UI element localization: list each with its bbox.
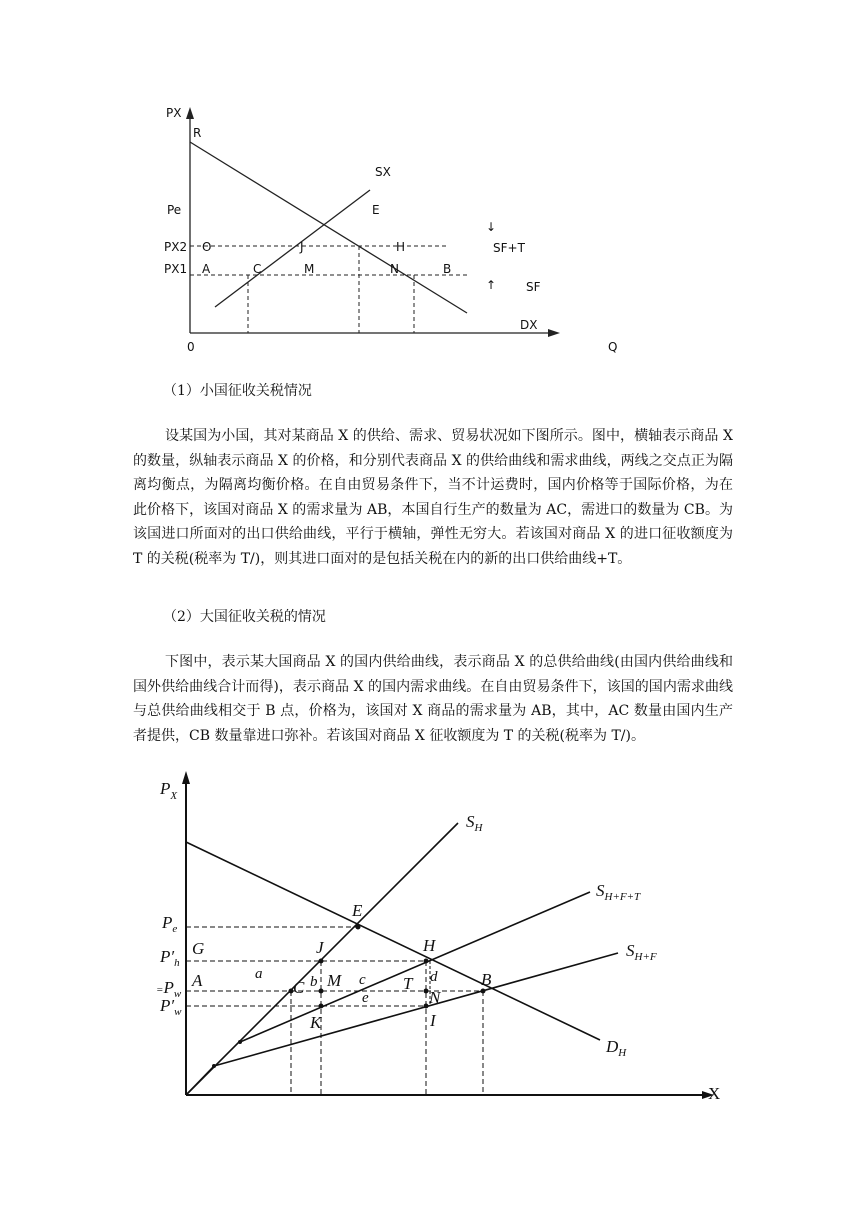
paragraph-large-country: 下图中，表示某大国商品 X 的国内供给曲线，表示商品 X 的总供给曲线(由国内供给曲线和国外供给曲线合计而得)，表示商品 X 的国内需求曲线。在自由贸易条件下，该国的国内需求曲线与总供给曲线相交于 B 点，价格为，该国对 X 商品的需求量为 AB，其中，AC 数量由国内生产者提供，CB 数量靠进口弥补。若该国对商品 X 征收额度为 T 的关税(税率为 T/)。 <box>133 654 733 744</box>
label-n: N <box>429 988 441 1007</box>
y-axis-arrow <box>182 771 190 784</box>
label-c: C <box>293 978 305 997</box>
label-a: A <box>192 971 203 990</box>
demand-curve-dx <box>190 142 467 313</box>
point-j <box>319 959 324 964</box>
label-pe: Pe <box>167 203 182 217</box>
kink-dot-2 <box>212 1064 216 1068</box>
label-o: O <box>202 240 212 254</box>
label-a-lc: a <box>255 966 263 982</box>
figure-large-country-tariff <box>140 768 740 1118</box>
label-c: C <box>253 262 262 276</box>
label-e: E <box>372 203 380 217</box>
label-e-lc: e <box>362 990 369 1006</box>
point-b <box>481 989 486 994</box>
supply-base-shf <box>186 1066 214 1095</box>
label-j: J <box>300 240 304 254</box>
label-k: K <box>310 1013 322 1032</box>
label-x: X <box>708 1084 721 1103</box>
label-g: G <box>192 939 205 958</box>
label-i: I <box>430 1011 436 1030</box>
label-pw: $=P_w$ <box>156 978 182 1000</box>
label-d-lc: d <box>430 969 438 985</box>
label-b: B <box>481 970 492 989</box>
label-m: M <box>327 971 342 990</box>
label-px: PX <box>166 106 182 120</box>
label-b: B <box>443 262 452 276</box>
label-m: M <box>304 262 315 276</box>
label-px1: PX1 <box>164 262 188 276</box>
supply-curve-shft <box>240 892 590 1042</box>
label-ph: $P'_h$ <box>160 947 180 969</box>
label-c-lc: c <box>359 972 366 988</box>
label-shft: $S_{H+F+T}$ <box>596 881 641 903</box>
label-e-point: E <box>352 901 363 920</box>
point-i <box>424 1004 429 1009</box>
x-axis-arrow <box>548 329 560 337</box>
label-j: J <box>316 938 324 957</box>
label-sx: SX <box>375 165 391 179</box>
label-t: T <box>403 974 413 993</box>
caption-small-country: （1）小国征收关税情况 <box>163 383 312 399</box>
point-k <box>319 1004 324 1009</box>
label-shf: $S_{H+F}$ <box>626 941 657 963</box>
label-q: Q <box>608 340 618 354</box>
label-sft: SF+T <box>493 241 525 255</box>
arrow-down-icon: ↓ <box>486 220 497 234</box>
point-n <box>424 989 429 994</box>
label-n: N <box>390 262 399 276</box>
label-b-lc: b <box>310 974 318 990</box>
label-pe: $P_e$ <box>162 913 178 935</box>
label-zero: 0 <box>187 340 195 354</box>
label-h: H <box>396 240 406 254</box>
label-a: A <box>202 262 211 276</box>
label-px: $P_X$ <box>160 779 178 802</box>
y-axis-arrow <box>186 107 194 119</box>
label-px2: PX2 <box>164 240 188 254</box>
point-h <box>424 959 429 964</box>
figure-small-country-tariff <box>150 95 630 365</box>
label-sh: $S_H$ <box>466 812 483 834</box>
supply-curve-sx <box>215 190 370 307</box>
label-sf: SF <box>526 280 541 294</box>
label-h: H <box>423 936 436 955</box>
paragraph-small-country: 设某国为小国，其对某商品 X 的供给、需求、贸易状况如下图所示。图中，横轴表示商品 X 的数量，纵轴表示商品 X 的价格，和分别代表商品 X 的供给曲线和需求曲线，两线之交点正为隔离均衡点，为隔离均衡价格。在自由贸易条件下，当不计运费时，国内价格等于国际价格，为在此价格下，该国对商品 X 的需求量为 AB，本国自行生产的数量为 AC，需进口的数量为 CB。为该国进口所面对的出口供给曲线，平行于横轴，弹性无穷大。若该国对商品 X 的进口征收额度为 T 的关税(税率为 T/)，则其进口面对的是包括关税在内的新的出口供给曲线+T。 <box>133 428 733 567</box>
point-m <box>319 989 324 994</box>
point-e <box>356 925 361 930</box>
label-dx: DX <box>520 318 538 332</box>
caption-large-country: （2）大国征收关税的情况 <box>163 609 326 625</box>
label-pw2: $P'_w$ <box>160 996 182 1018</box>
supply-curve-shf <box>214 953 618 1066</box>
kink-dot-1 <box>238 1040 242 1044</box>
label-r: R <box>193 126 202 140</box>
demand-curve-dh <box>186 842 600 1040</box>
arrow-up-icon: ↑ <box>486 278 497 292</box>
label-dh: $D_H$ <box>606 1037 627 1059</box>
